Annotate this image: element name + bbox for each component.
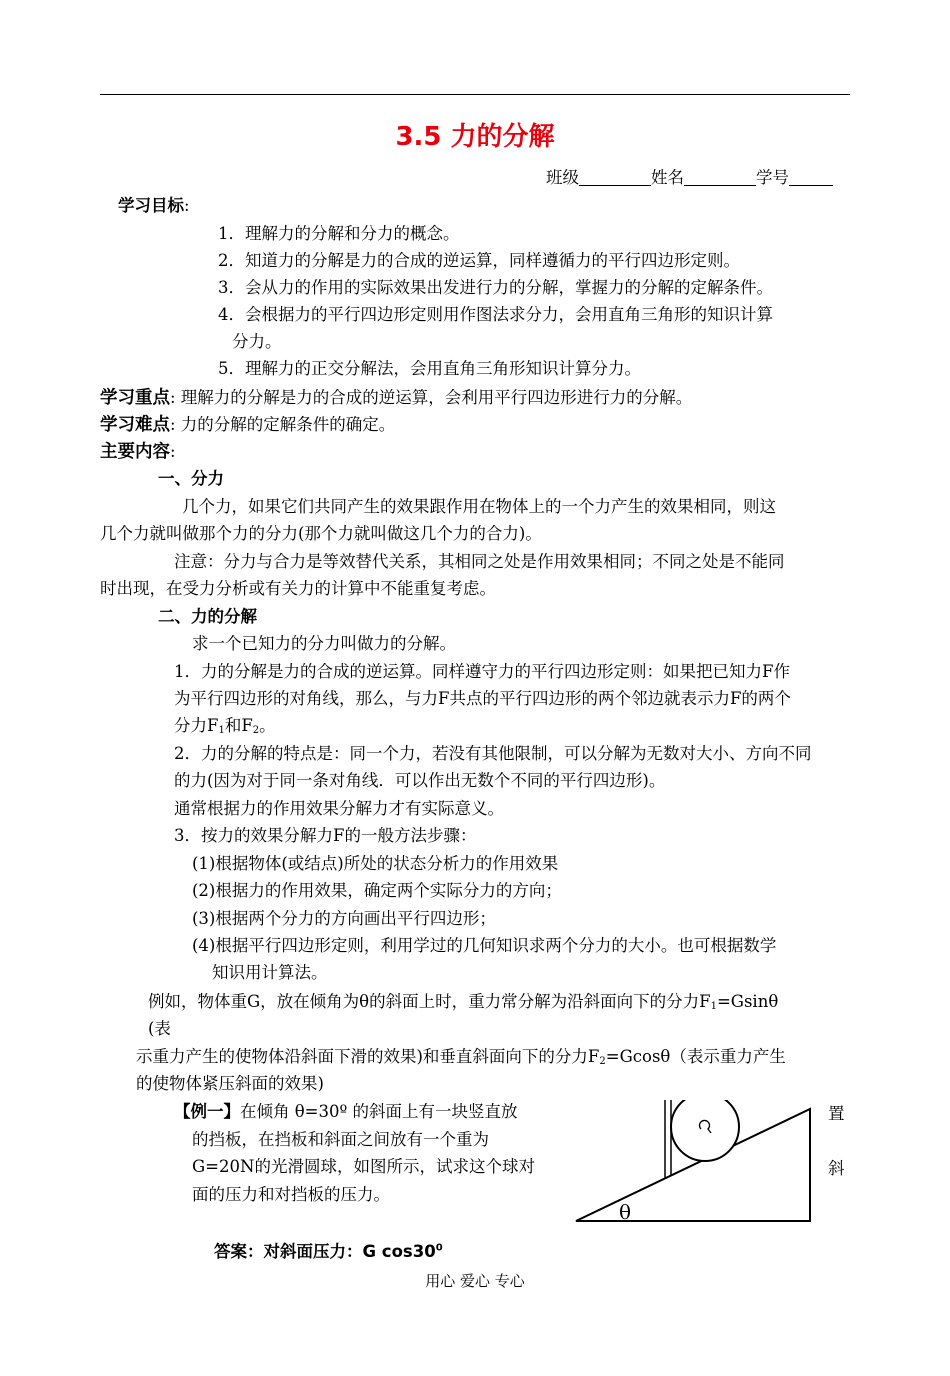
example1-line: 的挡板，在挡板和斜面之间放有一个重为 (192, 1130, 489, 1149)
key-point (100, 386, 692, 410)
section2-paragraph: 的力(因为对于同一条对角线．可以作出无数个不同的平行四边形)。 (174, 771, 666, 790)
number-label: 学号 (756, 168, 789, 187)
section1-note: 注意：分力与合力是等效替代关系，其相同之处是作用效果相同；不同之处是不能同 (174, 552, 785, 571)
section1-paragraph: 几个力，如果它们共同产生的效果跟作用在物体上的一个力产生的效果相同，则这 (182, 497, 776, 516)
footer: 用心 爱心 专心 (425, 1272, 525, 1290)
example-paragraph: (表 (148, 1019, 171, 1038)
step-item: (3)根据两个分力的方向画出平行四边形； (192, 909, 496, 928)
objective-item: 4．会根据力的平行四边形定则用作图法求分力，会用直角三角形的知识计算 (218, 305, 773, 324)
section1-note: 时出现，在受力分析或有关力的计算中不能重复考虑。 (100, 579, 496, 598)
section2-paragraph: 通常根据力的作用效果分解力才有实际意义。 (174, 799, 504, 818)
step-item: 知识用计算法。 (212, 963, 328, 982)
step-item: (1)根据物体(或结点)所处的状态分析力的作用效果 (192, 854, 559, 873)
step-item: (2)根据力的作用效果，确定两个实际分力的方向； (192, 881, 562, 900)
example-paragraph: 例如，物体重G，放在倾角为θ的斜面上时，重力常分解为沿斜面向下的分力$F_1=Gsin\theta$ (148, 992, 779, 1012)
example1-line: 面的压力和对挡板的压力。 (192, 1185, 390, 1204)
main-content-heading: 主要内容: (100, 442, 176, 462)
answer: 答案：对斜面压力：G $\cos 30^0$ (214, 1242, 443, 1261)
objective-item: 2．知道力的分解是力的合成的逆运算，同样遵循力的平行四边形定则。 (218, 251, 740, 270)
ball (671, 1100, 739, 1161)
difficulty-label: 学习难点 (100, 415, 170, 435)
objective-item: 5．理解力的正交分解法，会用直角三角形知识计算分力。 (218, 359, 641, 378)
section1-heading: 一、分力 (158, 469, 224, 488)
angle-label: θ (619, 1200, 632, 1224)
number-blank[interactable] (789, 167, 833, 186)
objective-item: 3．会从力的作用的实际效果出发进行力的分解，掌握力的分解的定解条件。 (218, 278, 773, 297)
section2-paragraph: 为平行四边形的对角线，那么，与力F共点的平行四边形的两个邻边就表示力F的两个 (174, 689, 791, 708)
key-point-text: : 理解力的分解是力的合成的逆运算，会利用平行四边形进行力的分解。 (170, 388, 693, 407)
difficulty-text: : 力的分解的定解条件的确定。 (170, 415, 396, 434)
incline-figure (574, 1100, 814, 1226)
objective-item: 分力。 (232, 332, 282, 351)
example1-line: 【例一】在倾角 θ=30º 的斜面上有一块竖直放 (174, 1102, 518, 1121)
section2-heading: 二、力的分解 (158, 607, 257, 626)
example1-line: G=20N的光滑圆球，如图所示，试求这个球对 (192, 1157, 535, 1176)
difficulty (100, 413, 395, 437)
name-blank[interactable] (684, 167, 756, 186)
header-rule (100, 94, 850, 95)
section2-paragraph: 分力$F_1$和$F_2$。 (174, 716, 276, 736)
objectives-heading: 学习目标: (118, 196, 190, 215)
page-title: 3.5 力的分解 (395, 122, 555, 152)
example-paragraph: 示重力产生的使物体沿斜面下滑的效果)和垂直斜面向下的分力$F_2=Gcos\theta$（表示重力产生 (136, 1047, 786, 1067)
step-item: (4)根据平行四边形定则，利用学过的几何知识求两个分力的大小。也可根据数学 (192, 936, 777, 955)
section2-steps-heading: 3．按力的效果分解力F的一般方法步骤： (174, 826, 477, 845)
section1-paragraph: 几个力就叫做那个力的分力(那个力就叫做这几个力的合力)。 (100, 524, 542, 543)
key-point-label: 学习重点 (100, 388, 170, 408)
name-label: 姓名 (651, 168, 684, 187)
objective-item: 1．理解力的分解和分力的概念。 (218, 224, 460, 243)
student-info-fields (546, 166, 833, 190)
example-paragraph: 的使物体紧压斜面的效果) (136, 1074, 324, 1093)
example1-tag: 【例一】 (174, 1102, 240, 1121)
section2-paragraph: 1．力的分解是力的合成的逆运算。同样遵守力的平行四边形定则：如果把已知力F作 (174, 662, 790, 681)
class-blank[interactable] (579, 167, 651, 186)
example1-overflow-char: 斜 (828, 1159, 845, 1178)
class-label: 班级 (546, 168, 579, 187)
example1-overflow-char: 置 (828, 1104, 845, 1123)
section2-paragraph: 2．力的分解的特点是：同一个力，若没有其他限制，可以分解为无数对大小、方向不同 (174, 744, 812, 763)
section2-intro: 求一个已知力的分力叫做力的分解。 (192, 634, 456, 653)
